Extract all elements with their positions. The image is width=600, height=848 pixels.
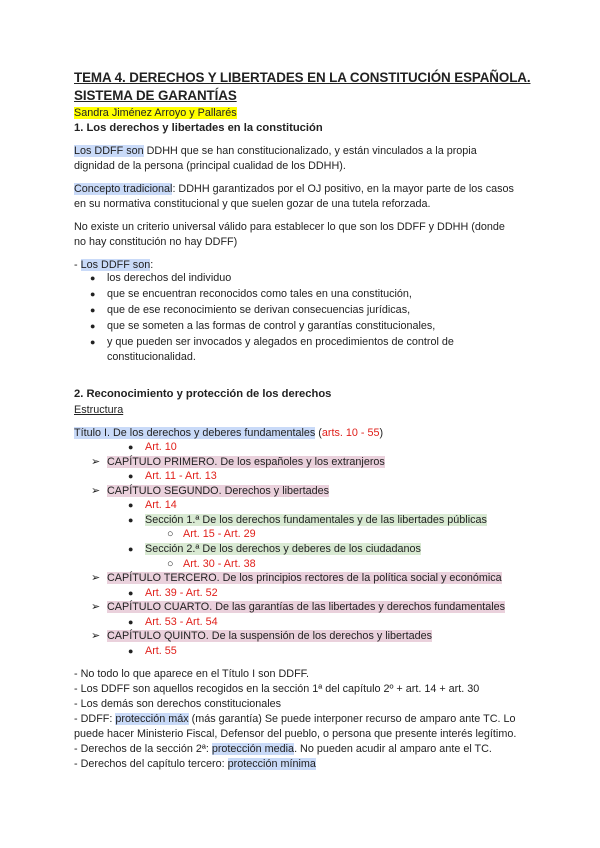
seccion-1: Sección 1.ª De los derechos fundamentales y de las libertades públicas: [145, 514, 487, 526]
bullet-icon: ●: [128, 471, 134, 481]
highlight-titulo-i: Título I. De los derechos y deberes fundamentales: [74, 427, 316, 439]
chapter-cuarto: CAPÍTULO CUARTO. De las garantías de las libertades y derechos fundamentales: [107, 601, 506, 613]
list-item: que se someten a las formas de control y garantías constitucionales,: [107, 320, 436, 332]
art-ref: Art. 14: [145, 499, 177, 511]
art-ref: Art. 30 - Art. 38: [183, 558, 256, 570]
bullet-icon: ●: [90, 273, 96, 283]
art-ref: Art. 39 - Art. 52: [145, 587, 218, 599]
document-title-line2: SISTEMA DE GARANTÍAS: [74, 88, 237, 103]
arrow-icon: ➢: [91, 572, 101, 584]
titulo-arts-range: arts. 10 - 55: [321, 427, 380, 439]
chapter-line: [107, 628, 432, 644]
bullet-icon: ●: [90, 337, 96, 347]
art-ref: Art. 55: [145, 645, 177, 657]
art-ref: Art. 15 - Art. 29: [183, 528, 256, 540]
bullet-icon: ●: [128, 500, 134, 510]
list-item: los derechos del individuo: [107, 272, 232, 284]
paragraph-ddff-line2: dignidad de la persona (principal cualidad de los DDHH).: [74, 160, 346, 172]
highlight-proteccion-max: protección máx: [115, 713, 189, 725]
chapter-line: [107, 570, 502, 586]
bullet-icon: ●: [128, 588, 134, 598]
arrow-icon: ➢: [91, 485, 101, 497]
note-line: puede hacer Ministerio Fiscal, Defensor del pueblo, o persona que presente interés legítimo.: [74, 728, 517, 740]
section1-heading: 1. Los derechos y libertades en la constitución: [74, 122, 323, 134]
note-line: - Derechos del capítulo tercero: protección mínima: [74, 758, 316, 770]
note-line: - Los DDFF son aquellos recogidos en la sección 1ª del capítulo 2º + art. 14 + art. 30: [74, 683, 480, 695]
highlight-proteccion-minima: protección mínima: [227, 758, 316, 770]
chapter-primero: CAPÍTULO PRIMERO. De los españoles y los extranjeros: [107, 456, 385, 468]
bullet-icon: ●: [128, 544, 134, 554]
paragraph-criterio-line2: no hay constitución no hay DDFF): [74, 236, 238, 248]
chapter-tercero: CAPÍTULO TERCERO. De los principios rectores de la política social y económica: [107, 572, 502, 584]
chapter-line: [107, 483, 329, 499]
paragraph-concepto-line2: en su normativa constitucional y que suelen gozar de una tutela reforzada.: [74, 198, 431, 210]
note-line: - Los demás son derechos constitucionales: [74, 698, 282, 710]
paragraph-criterio-line1: No existe un criterio universal válido para establecer lo que son los DDFF y DDHH (donde: [74, 221, 505, 233]
art-ref: Art. 53 - Art. 54: [145, 616, 218, 628]
circle-bullet-icon: ○: [167, 528, 174, 540]
highlight-los-ddff-son: Los DDFF son: [74, 145, 144, 157]
bullet-icon: ●: [128, 515, 134, 525]
list-item: que de ese reconocimiento se derivan consecuencias jurídicas,: [107, 304, 411, 316]
bullet-icon: ●: [90, 289, 96, 299]
note-line: - Derechos de la sección 2ª: protección media. No pueden acudir al amparo ante el TC.: [74, 743, 492, 755]
bullet-icon: ●: [90, 305, 96, 315]
estructura-subheading: Estructura: [74, 404, 124, 416]
list-intro: - Los DDFF son:: [74, 259, 154, 271]
list-item: que se encuentran reconocidos como tales en una constitución,: [107, 288, 412, 300]
paragraph-ddff-line1: Los DDFF son DDHH que se han constitucionalizado, y están vinculados a la propia: [74, 145, 477, 157]
arrow-icon: ➢: [91, 630, 101, 642]
author-name: Sandra Jiménez Arroyo y Pallarés: [74, 107, 237, 119]
paragraph-concepto-line1: Concepto tradicional: DDHH garantizados por el OJ positivo, en la mayor parte de los casos: [74, 183, 514, 195]
highlight-los-ddff-son-2: Los DDFF son: [80, 259, 151, 271]
seccion-2: Sección 2.ª De los derechos y deberes de los ciudadanos: [145, 543, 421, 555]
art-ref: Art. 11 - Art. 13: [145, 470, 217, 482]
highlight-proteccion-media: protección media: [211, 743, 295, 755]
chapter-line: [107, 599, 505, 615]
arrow-icon: ➢: [91, 456, 101, 468]
bullet-icon: ●: [128, 646, 134, 656]
list-item-continuation: constitucionalidad.: [107, 351, 196, 363]
art-ref: Art. 10: [145, 441, 177, 453]
bullet-icon: ●: [128, 617, 134, 627]
list-item: y que pueden ser invocados y alegados en procedimientos de control de: [107, 336, 454, 348]
note-line: - No todo lo que aparece en el Título I son DDFF.: [74, 668, 310, 680]
chapter-quinto: CAPÍTULO QUINTO. De la suspensión de los derechos y libertades: [107, 630, 433, 642]
chapter-segundo: CAPÍTULO SEGUNDO. Derechos y libertades: [107, 485, 330, 497]
titulo-i-line: Título I. De los derechos y deberes fundamentales (arts. 10 - 55): [74, 427, 384, 439]
arrow-icon: ➢: [91, 601, 101, 613]
document-title-line1: TEMA 4. DERECHOS Y LIBERTADES EN LA CONSTITUCIÓN ESPAÑOLA.: [74, 70, 531, 85]
note-line: - DDFF: protección máx (más garantía) Se puede interponer recurso de amparo ante TC. Lo: [74, 713, 516, 725]
section2-heading: 2. Reconocimiento y protección de los derechos: [74, 388, 332, 400]
bullet-icon: ●: [90, 321, 96, 331]
highlight-concepto-tradicional: Concepto tradicional: [74, 183, 173, 195]
bullet-icon: ●: [128, 442, 134, 452]
section-line: [145, 541, 421, 557]
circle-bullet-icon: ○: [167, 558, 174, 570]
